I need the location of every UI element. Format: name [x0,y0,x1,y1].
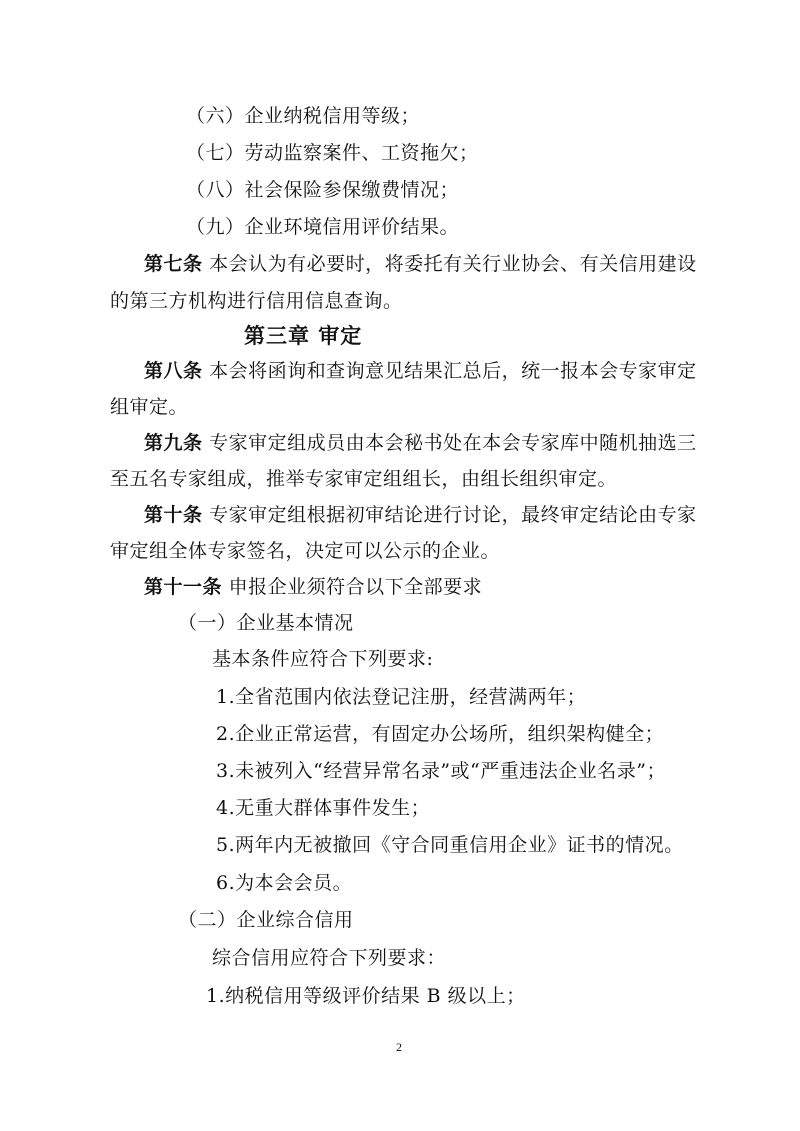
article-11-line [144,574,482,600]
article-7-text: 本会认为有必要时，将委托有关行业协会、有关信用建设 [209,253,697,275]
article-10-label: 第十条 [144,504,203,526]
section-2-heading: （二）企业综合信用 [178,909,354,931]
article-8-label: 第八条 [144,360,203,382]
section-2-intro: 综合信用应符合下列要求： [212,947,447,969]
list-item: 5.两年内无被撤回《守合同重信用企业》证书的情况。 [216,834,684,856]
article-8-line-1 [144,358,697,384]
list-item: 1.纳税信用等级评价结果 B 级以上； [206,985,526,1007]
article-7-label: 第七条 [144,253,203,275]
article-10-text: 专家审定组根据初审结论进行讨论，最终审定结论由专家 [209,504,697,526]
article-10-line-1 [144,502,697,528]
section-1-intro: 基本条件应符合下列要求: [212,648,434,670]
article-7-line-2: 的第三方机构进行信用信息查询。 [110,290,403,312]
article-9-line-2: 至五名专家组成，推举专家审定组组长，由组长组织审定。 [110,468,618,490]
chapter-heading: 第三章 审定 [244,324,363,348]
list-item: 4.无重大群体事件发生； [216,797,431,819]
section-1-heading: （一）企业基本情况 [178,612,354,634]
article-11-text: 申报企业须符合以下全部要求 [228,576,483,598]
article-8-line-2: 组审定。 [110,396,189,418]
article-9-label: 第九条 [144,432,203,454]
list-item: （八）社会保险参保缴费情况； [186,179,460,201]
list-item: 1.全省范围内依法登记注册，经营满两年； [216,686,587,708]
article-9-text: 专家审定组成员由本会秘书处在本会专家库中随机抽选三 [209,432,697,454]
list-item: 3.未被列入“经营异常名录”或“严重违法企业名录”； [216,760,666,782]
list-item: 6.为本会会员。 [216,872,353,894]
article-8-text: 本会将函询和查询意见结果汇总后，统一报本会专家审定 [209,360,697,382]
list-item: 2.企业正常运营，有固定办公场所，组织架构健全； [216,723,665,745]
article-11-label: 第十一条 [144,576,223,598]
article-7-line-1 [144,251,697,277]
list-item: （九）企业环境信用评价结果。 [186,216,460,238]
list-item: （六）企业纳税信用等级； [186,105,421,127]
list-item: （七）劳动监察案件、工资拖欠； [186,142,479,164]
article-9-line-1 [144,430,697,456]
page-number: 2 [396,1040,402,1054]
article-10-line-2: 审定组全体专家签名，决定可以公示的企业。 [110,540,501,562]
